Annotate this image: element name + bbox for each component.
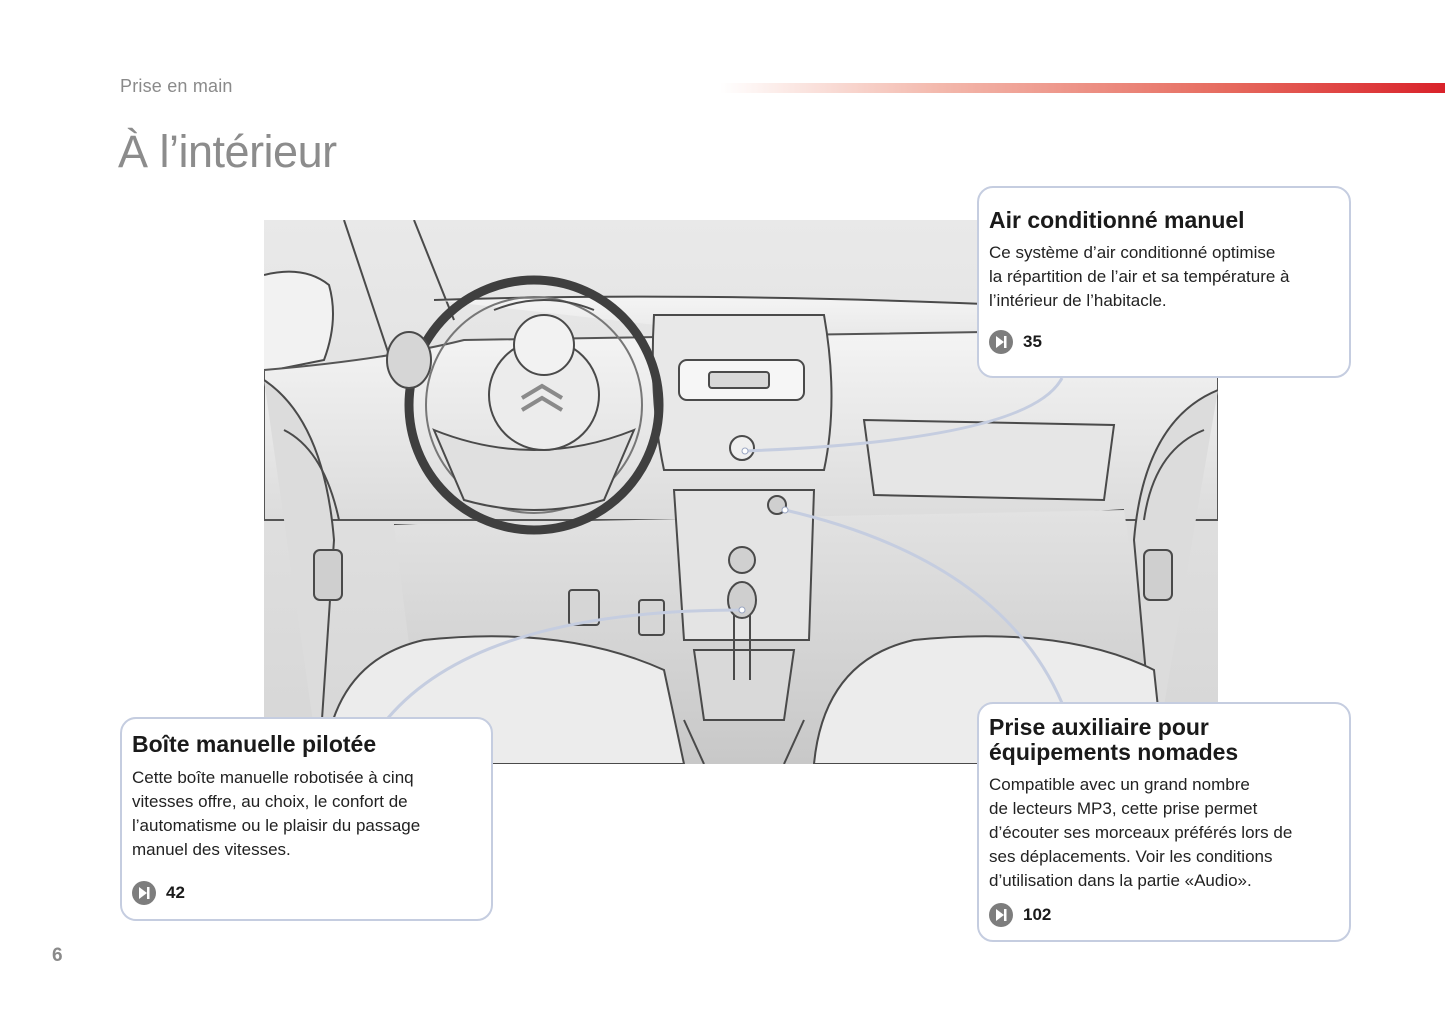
callout-aux-title: Prise auxiliaire pour équipements nomades — [989, 714, 1239, 765]
page-title: À l’intérieur — [118, 126, 337, 177]
leader-gearbox-dot — [739, 607, 745, 613]
page-ref-number: 35 — [1023, 332, 1042, 351]
leader-aux — [785, 510, 1062, 703]
leader-air — [745, 378, 1062, 451]
callout-gearbox-text: Cette boîte manuelle robotisée à cinq vitesses offre, au choix, le confort de l’automatisme ou le plaisir du passage manuel des vitesses. — [132, 768, 421, 859]
skip-forward-icon — [989, 330, 1013, 354]
callout-air-conditioning — [977, 186, 1351, 378]
callout-aux-socket — [977, 702, 1351, 942]
callout-aux-text: Compatible avec un grand nombre de lecteurs MP3, cette prise permet d’écouter ses morceaux préférés lors de ses déplacements. Voir les conditions d’utilisation dans la partie «Audio». — [989, 775, 1293, 890]
callout-gearbox-title: Boîte manuelle pilotée — [132, 731, 377, 757]
callout-air-text: Ce système d’air conditionné optimise la répartition de l’air et sa température à l’intérieur de l’habitacle. — [989, 243, 1290, 310]
skip-forward-icon — [132, 881, 156, 905]
leader-gearbox — [388, 610, 742, 718]
section-label: Prise en main — [120, 76, 233, 96]
page-ref-aux[interactable] — [989, 903, 1051, 927]
skip-forward-icon — [989, 903, 1013, 927]
page-ref-number: 42 — [166, 883, 185, 902]
leader-aux-dot — [782, 507, 788, 513]
leader-air-dot — [742, 448, 748, 454]
page-ref-gearbox[interactable] — [132, 881, 185, 905]
page-ref-air[interactable] — [989, 330, 1042, 354]
callout-air-title: Air conditionné manuel — [989, 207, 1245, 233]
page-ref-number: 102 — [1023, 905, 1052, 924]
callout-gearbox — [120, 717, 493, 921]
page-number: 6 — [52, 945, 63, 966]
